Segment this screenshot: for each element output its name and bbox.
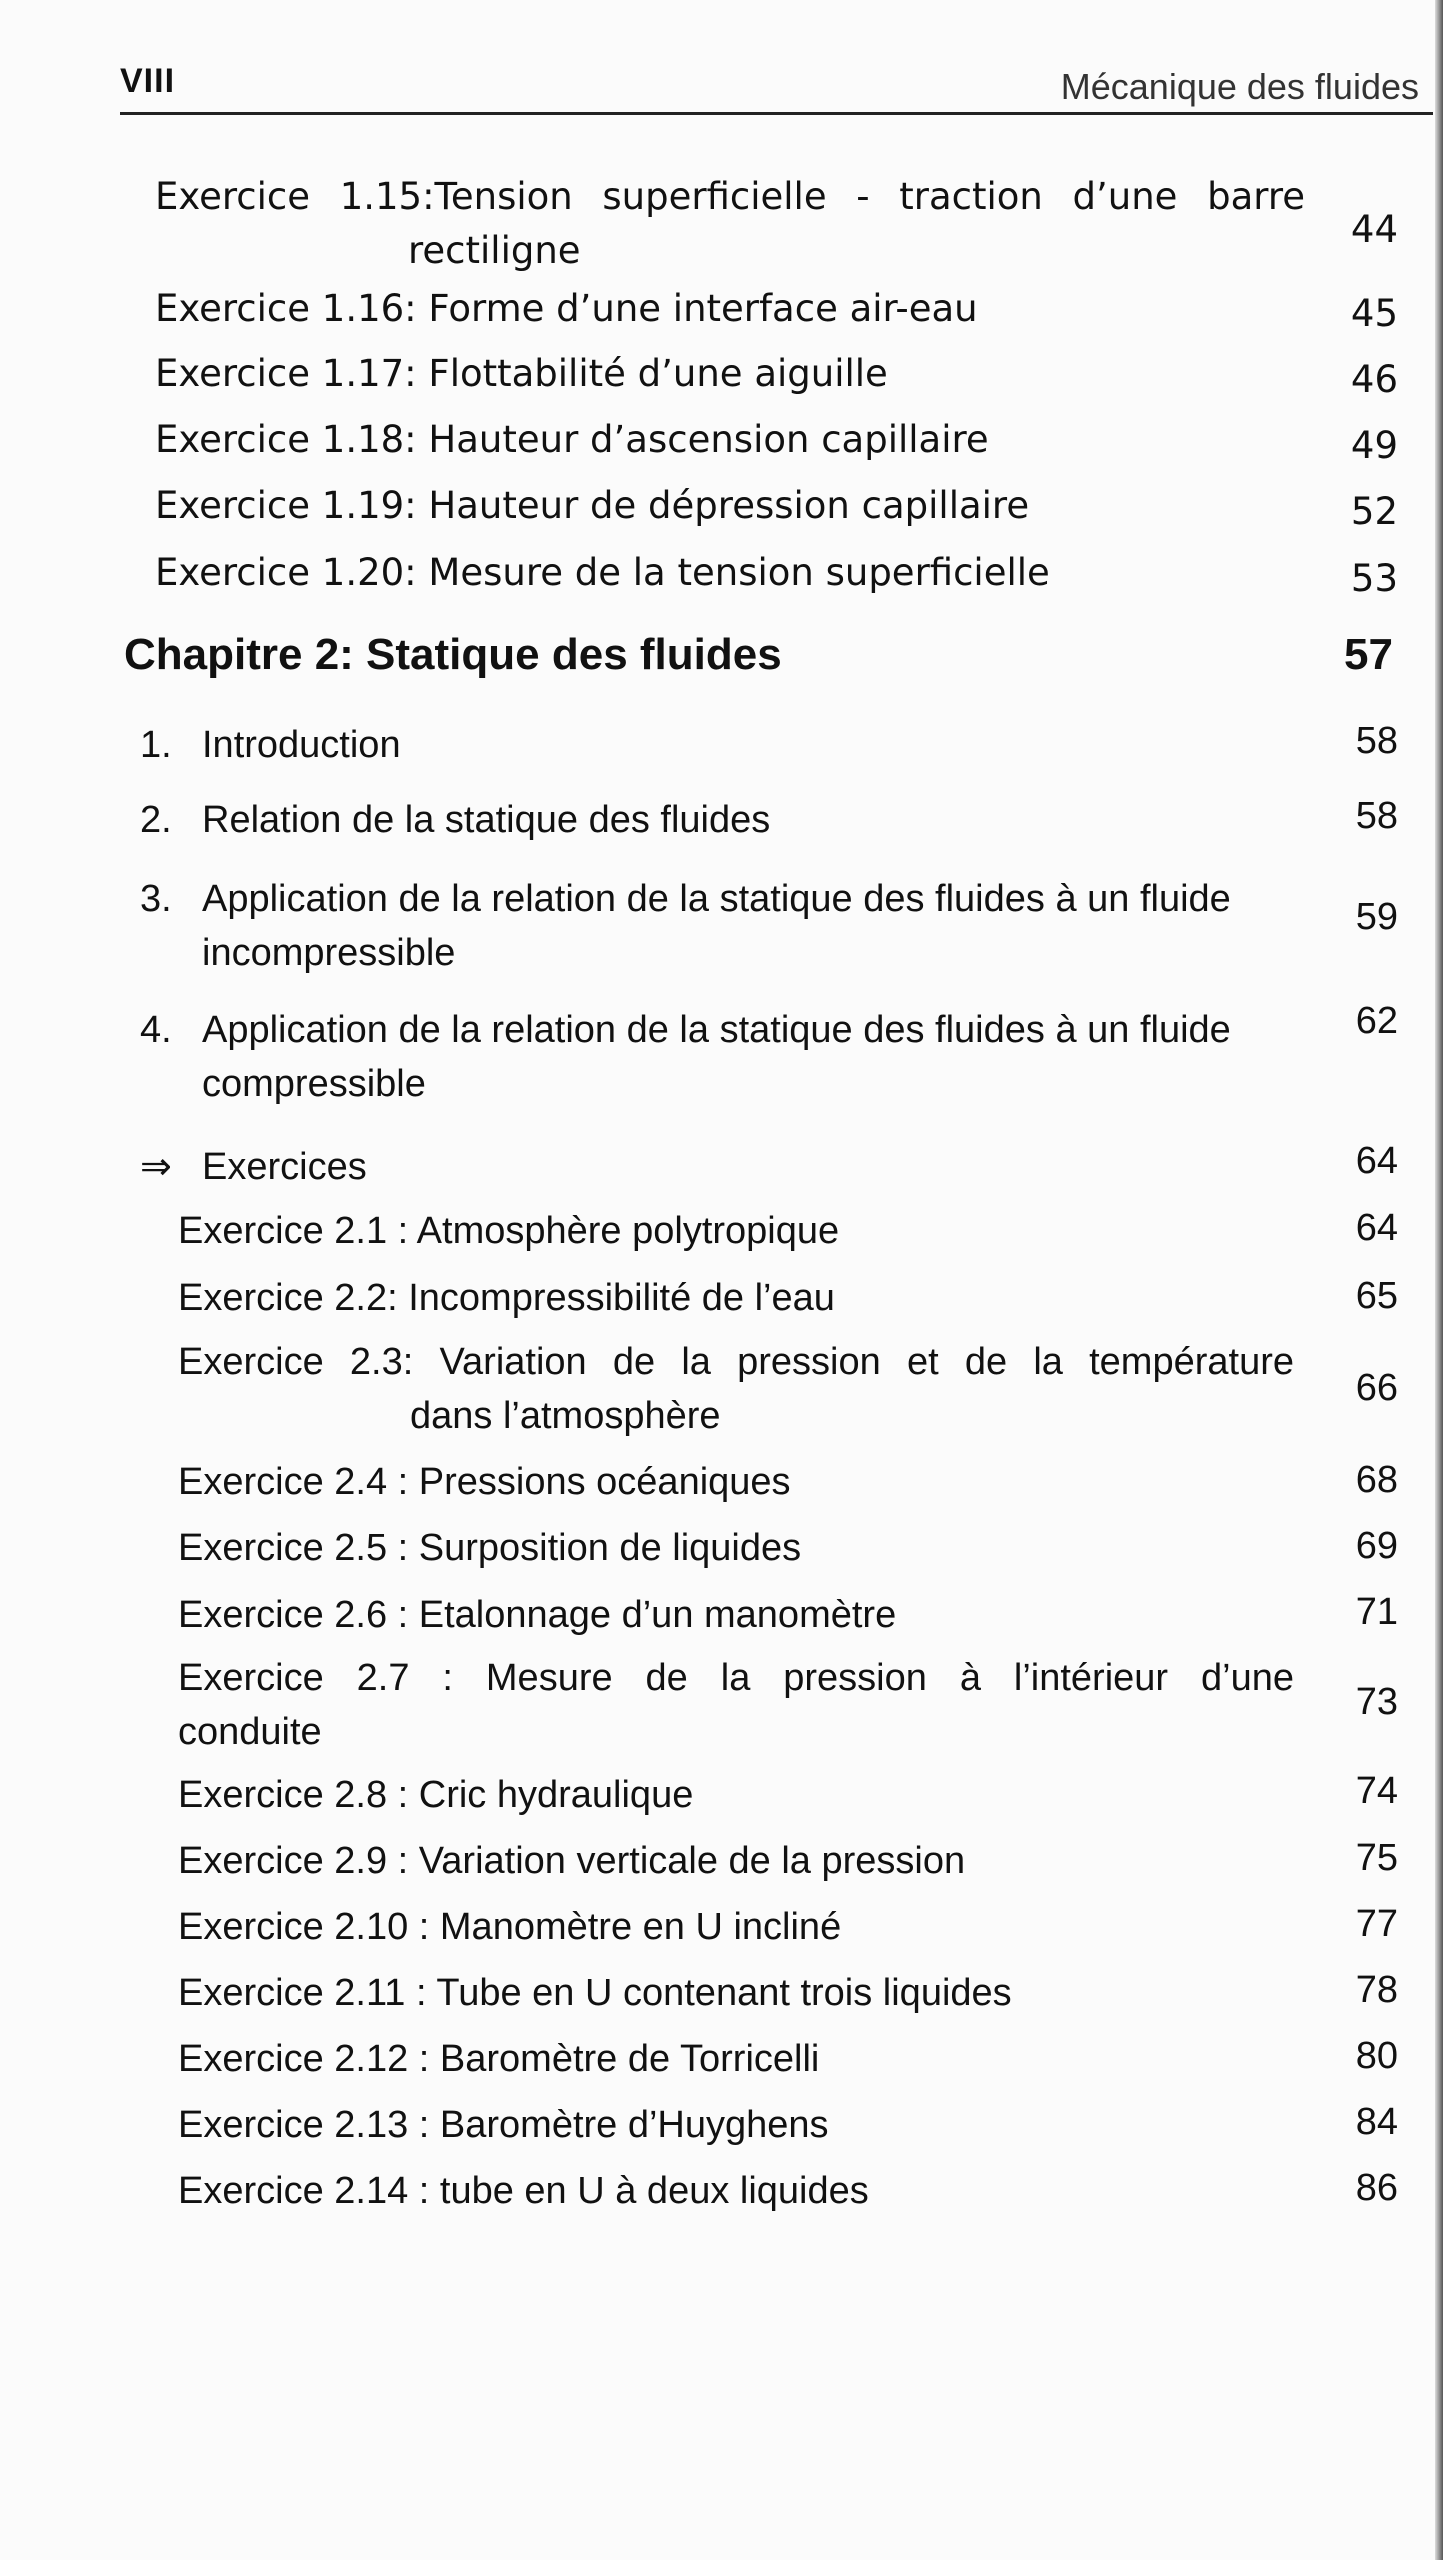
exercise-title: Hauteur de dépression capillaire bbox=[428, 484, 1030, 527]
page-ref: 65 bbox=[1355, 1275, 1398, 1317]
section-title: Relation de la statique des fluides bbox=[202, 799, 771, 841]
exercise-title-cont: dans l’atmosphère bbox=[410, 1395, 721, 1437]
exercise-title: Exercice 2.13 : Baromètre d’Huyghens bbox=[178, 2104, 829, 2146]
exercise-title: Exercice 2.12 : Baromètre de Torricelli bbox=[178, 2038, 820, 2080]
exercise-title: Exercice 2.9 : Variation verticale de la pression bbox=[178, 1840, 966, 1882]
toc-exercise-2-8[interactable] bbox=[178, 1768, 693, 1822]
page-ref: 69 bbox=[1355, 1525, 1398, 1567]
toc-exercise-2-10[interactable] bbox=[178, 1900, 841, 1954]
chapter-title[interactable]: Chapitre 2: Statique des fluides bbox=[124, 630, 782, 679]
page-ref: 66 bbox=[1355, 1367, 1398, 1409]
section-title: Application de la relation de la statique des fluides à un fluide bbox=[202, 878, 1231, 920]
page-ref: 68 bbox=[1355, 1459, 1398, 1501]
toc-exercise-2-3[interactable] bbox=[178, 1335, 1294, 1443]
toc-exercices-heading[interactable] bbox=[140, 1140, 367, 1194]
section-title-cont: compressible bbox=[202, 1063, 426, 1105]
exercise-title: Flottabilité d’une aiguille bbox=[428, 352, 888, 395]
page-ref: 59 bbox=[1355, 896, 1398, 938]
section-title-cont: incompressible bbox=[202, 932, 456, 974]
toc-section-4[interactable] bbox=[140, 1003, 1231, 1111]
exercise-title: Exercice 2.8 : Cric hydraulique bbox=[178, 1774, 694, 1816]
exercise-label: Exercice 1.16: bbox=[155, 287, 417, 330]
exercise-label: Exercice 1.19: bbox=[155, 484, 417, 527]
exercise-title: Exercice 2.2: Incompressibilité de l’eau bbox=[178, 1277, 835, 1319]
exercise-title: Hauteur d’ascension capillaire bbox=[428, 418, 989, 461]
toc-section-1[interactable] bbox=[140, 718, 401, 772]
page-ref: 71 bbox=[1355, 1591, 1398, 1633]
page-ref: 58 bbox=[1355, 720, 1398, 762]
toc-exercise-2-6[interactable] bbox=[178, 1588, 896, 1642]
toc-exercise-2-11[interactable] bbox=[178, 1966, 1012, 2020]
running-header: Mécanique des fluides bbox=[1060, 66, 1419, 107]
exercise-title: Exercice 2.4 : Pressions océaniques bbox=[178, 1461, 791, 1503]
exercise-label: Exercice 1.17: bbox=[155, 352, 417, 395]
exercise-title-cont: rectiligne bbox=[408, 229, 581, 272]
toc-entry-1-17[interactable] bbox=[155, 347, 888, 401]
page-edge-shadow bbox=[1435, 0, 1443, 2560]
toc-exercise-2-13[interactable] bbox=[178, 2098, 829, 2152]
arrow-right-icon: ⇒ bbox=[140, 1146, 172, 1188]
page-ref: 49 bbox=[1350, 424, 1398, 467]
exercise-title: Exercice 2.10 : Manomètre en U incliné bbox=[178, 1906, 842, 1948]
exercise-label: Exercice 1.20: bbox=[155, 551, 417, 594]
page-ref: 53 bbox=[1350, 557, 1398, 600]
page-ref: 84 bbox=[1355, 2101, 1398, 2143]
toc-exercise-2-9[interactable] bbox=[178, 1834, 965, 1888]
page-ref: 45 bbox=[1350, 292, 1398, 335]
exercise-title: Exercice 2.3: Variation de la pression et de la température bbox=[178, 1341, 1294, 1383]
exercise-title: Exercice 2.7 : Mesure de la pression à l’intérieur d’une bbox=[178, 1657, 1294, 1699]
toc-exercise-2-12[interactable] bbox=[178, 2032, 819, 2086]
toc-exercise-2-14[interactable] bbox=[178, 2164, 869, 2218]
section-number: 2. bbox=[140, 799, 172, 841]
section-title: Application de la relation de la statique des fluides à un fluide bbox=[202, 1009, 1231, 1051]
section-title: Introduction bbox=[202, 724, 401, 766]
page-ref: 52 bbox=[1350, 490, 1398, 533]
header-divider bbox=[120, 112, 1433, 115]
exercise-title: Mesure de la tension superficielle bbox=[428, 551, 1050, 594]
page-ref: 64 bbox=[1355, 1140, 1398, 1182]
page-ref: 75 bbox=[1355, 1837, 1398, 1879]
page-ref: 77 bbox=[1355, 1903, 1398, 1945]
page-ref: 44 bbox=[1350, 208, 1398, 251]
page-ref: 46 bbox=[1350, 358, 1398, 401]
exercise-title: Exercice 2.6 : Etalonnage d’un manomètre bbox=[178, 1594, 897, 1636]
toc-exercise-2-1[interactable] bbox=[178, 1204, 839, 1258]
exercices-label: Exercices bbox=[202, 1146, 367, 1188]
page-ref: 78 bbox=[1355, 1969, 1398, 2011]
toc-entry-1-20[interactable] bbox=[155, 546, 1050, 600]
exercise-title: Forme d’une interface air-eau bbox=[428, 287, 978, 330]
page-ref: 74 bbox=[1355, 1770, 1398, 1812]
page-number-roman: VIII bbox=[120, 62, 176, 100]
section-number: 4. bbox=[140, 1009, 172, 1051]
exercise-title: Exercice 2.5 : Surposition de liquides bbox=[178, 1527, 802, 1569]
page-ref: 80 bbox=[1355, 2035, 1398, 2077]
toc-entry-1-18[interactable] bbox=[155, 413, 989, 467]
toc-exercise-2-4[interactable] bbox=[178, 1455, 791, 1509]
toc-section-3[interactable] bbox=[140, 872, 1231, 980]
toc-section-2[interactable] bbox=[140, 793, 770, 847]
section-number: 3. bbox=[140, 878, 172, 920]
page-ref: 58 bbox=[1355, 795, 1398, 837]
exercise-label: Exercice 1.18: bbox=[155, 418, 417, 461]
exercise-title: Exercice 2.11 : Tube en U contenant trois liquides bbox=[178, 1972, 1012, 2014]
toc-entry-1-16[interactable] bbox=[155, 282, 978, 336]
toc-exercise-2-5[interactable] bbox=[178, 1521, 801, 1575]
page-ref: 62 bbox=[1355, 1000, 1398, 1042]
exercise-title: Exercice 2.14 : tube en U à deux liquides bbox=[178, 2170, 869, 2212]
toc-entry-1-15[interactable] bbox=[155, 170, 1305, 278]
section-number: 1. bbox=[140, 724, 172, 766]
chapter-page-ref: 57 bbox=[1344, 630, 1393, 679]
page-ref: 86 bbox=[1355, 2167, 1398, 2209]
toc-exercise-2-2[interactable] bbox=[178, 1271, 835, 1325]
exercise-title: Tension superficielle - traction d’une barre bbox=[434, 175, 1305, 218]
page-ref: 73 bbox=[1355, 1681, 1398, 1723]
toc-exercise-2-7[interactable] bbox=[178, 1651, 1294, 1759]
exercise-title-cont: conduite bbox=[178, 1711, 322, 1753]
toc-entry-1-19[interactable] bbox=[155, 479, 1029, 533]
exercise-title: Exercice 2.1 : Atmosphère polytropique bbox=[178, 1210, 840, 1252]
exercise-label: Exercice 1.15: bbox=[155, 175, 435, 218]
page-ref: 64 bbox=[1355, 1207, 1398, 1249]
